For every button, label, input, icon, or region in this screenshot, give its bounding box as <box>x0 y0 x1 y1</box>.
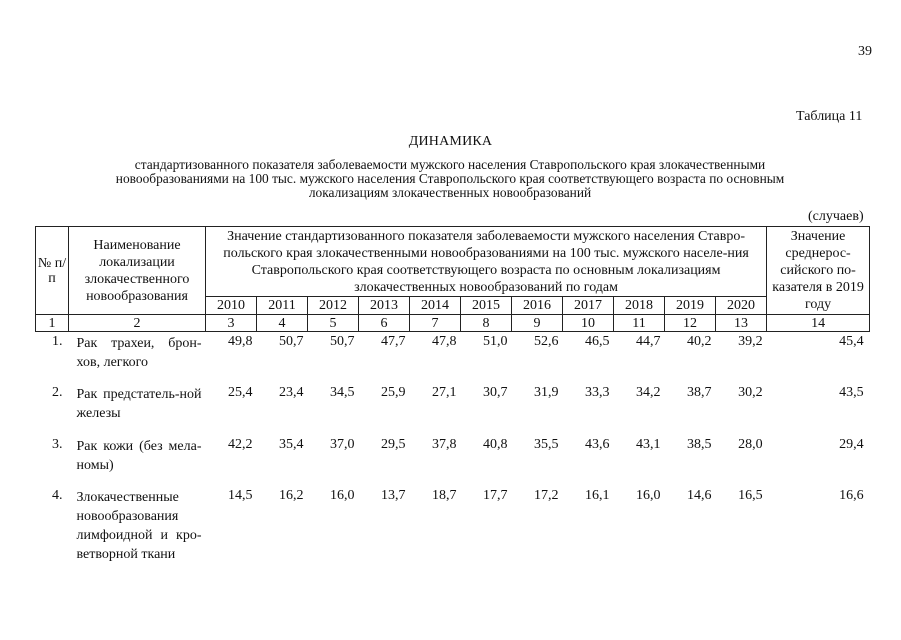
row-value: 37,0 <box>330 437 355 452</box>
table-row <box>36 486 870 568</box>
header-year: 2012 <box>308 297 359 315</box>
data-table <box>35 226 870 568</box>
column-number: 5 <box>308 315 359 332</box>
column-number: 10 <box>563 315 614 332</box>
row-value: 37,8 <box>432 437 457 452</box>
row-value: 16,0 <box>636 488 661 503</box>
row-value: 16,0 <box>330 488 355 503</box>
row-value: 13,7 <box>381 488 406 503</box>
row-number: 2. <box>52 385 63 400</box>
header-russia-2019: Значение среднерос-сийского по-казателя в 2019 году <box>767 227 870 315</box>
row-value: 43,6 <box>585 437 610 452</box>
row-value: 52,6 <box>534 334 559 349</box>
row-value: 43,1 <box>636 437 661 452</box>
row-value: 40,8 <box>483 437 508 452</box>
row-value: 27,1 <box>432 385 457 400</box>
row-value: 38,7 <box>687 385 712 400</box>
row-name: Рак трахеи, брон-хов, легкого <box>76 336 202 370</box>
row-russia-2019: 29,4 <box>839 437 864 452</box>
header-year: 2011 <box>257 297 308 315</box>
row-value: 25,4 <box>228 385 253 400</box>
row-value: 42,2 <box>228 437 253 452</box>
header-year: 2017 <box>563 297 614 315</box>
row-value: 39,2 <box>738 334 763 349</box>
row-value: 34,5 <box>330 385 355 400</box>
column-number: 4 <box>257 315 308 332</box>
table-body <box>36 332 870 569</box>
row-value: 16,2 <box>279 488 304 503</box>
row-value: 25,9 <box>381 385 406 400</box>
header-row-main <box>36 227 870 297</box>
row-value: 18,7 <box>432 488 457 503</box>
row-value: 17,7 <box>483 488 508 503</box>
row-value: 31,9 <box>534 385 559 400</box>
row-number: 4. <box>52 488 63 503</box>
header-group: Значение стандартизованного показателя заболеваемости мужского населения Ставро-польского края злокачественными новообразованиями на 100 тыс. мужского населе-ния Ставропольского края соответствующего возраста по основным локализациям злокачественных новообразований по годам <box>206 227 767 297</box>
row-value: 14,5 <box>228 488 253 503</box>
column-number: 1 <box>36 315 69 332</box>
row-value: 35,4 <box>279 437 304 452</box>
row-value: 46,5 <box>585 334 610 349</box>
header-year: 2014 <box>410 297 461 315</box>
header-year: 2010 <box>206 297 257 315</box>
row-value: 14,6 <box>687 488 712 503</box>
row-russia-2019: 43,5 <box>839 385 864 400</box>
header-year: 2018 <box>614 297 665 315</box>
header-num: № п/п <box>36 227 69 315</box>
row-value: 30,7 <box>483 385 508 400</box>
header-year: 2019 <box>665 297 716 315</box>
column-number: 14 <box>767 315 870 332</box>
row-value: 51,0 <box>483 334 508 349</box>
row-number: 3. <box>52 437 63 452</box>
row-value: 50,7 <box>330 334 355 349</box>
header-year: 2020 <box>716 297 767 315</box>
row-value: 38,5 <box>687 437 712 452</box>
row-value: 29,5 <box>381 437 406 452</box>
row-value: 50,7 <box>279 334 304 349</box>
row-value: 47,8 <box>432 334 457 349</box>
header-row-column-numbers <box>36 315 870 332</box>
table-row <box>36 383 870 435</box>
header-year: 2016 <box>512 297 563 315</box>
column-number: 7 <box>410 315 461 332</box>
column-number: 11 <box>614 315 665 332</box>
row-name: Злокачественные новообразования лимфоидной и кро-ветворной ткани <box>76 490 202 562</box>
header-year: 2015 <box>461 297 512 315</box>
row-value: 34,2 <box>636 385 661 400</box>
row-value: 23,4 <box>279 385 304 400</box>
row-value: 17,2 <box>534 488 559 503</box>
column-number: 2 <box>69 315 206 332</box>
row-value: 16,5 <box>738 488 763 503</box>
table-header <box>36 227 870 332</box>
page-number: 39 <box>858 44 872 59</box>
header-name: Наименование локализации злокачественного новообразования <box>69 227 206 315</box>
row-value: 40,2 <box>687 334 712 349</box>
row-value: 33,3 <box>585 385 610 400</box>
row-value: 44,7 <box>636 334 661 349</box>
header-year: 2013 <box>359 297 410 315</box>
table-row <box>36 435 870 486</box>
units-label: (случаев) <box>808 209 864 224</box>
column-number: 6 <box>359 315 410 332</box>
row-value: 28,0 <box>738 437 763 452</box>
row-number: 1. <box>52 334 63 349</box>
column-number: 13 <box>716 315 767 332</box>
column-number: 9 <box>512 315 563 332</box>
row-value: 47,7 <box>381 334 406 349</box>
table-row <box>36 332 870 384</box>
row-value: 16,1 <box>585 488 610 503</box>
row-value: 49,8 <box>228 334 253 349</box>
row-value: 30,2 <box>738 385 763 400</box>
document-subtitle: стандартизованного показателя заболеваемости мужского населения Ставропольского края злокачественными новообразованиями на 100 тыс. мужского населения Ставропольского края соответствующего возраста по основным локализациям злокачественных новообразований <box>115 157 785 200</box>
column-number: 8 <box>461 315 512 332</box>
row-name: Рак предстатель-ной железы <box>76 387 202 421</box>
row-russia-2019: 16,6 <box>839 488 864 503</box>
row-value: 35,5 <box>534 437 559 452</box>
row-name: Рак кожи (без мела-номы) <box>76 439 202 473</box>
document-title: ДИНАМИКА <box>408 134 493 149</box>
column-number: 3 <box>206 315 257 332</box>
column-number: 12 <box>665 315 716 332</box>
table-label: Таблица 11 <box>796 109 863 124</box>
row-russia-2019: 45,4 <box>839 334 864 349</box>
